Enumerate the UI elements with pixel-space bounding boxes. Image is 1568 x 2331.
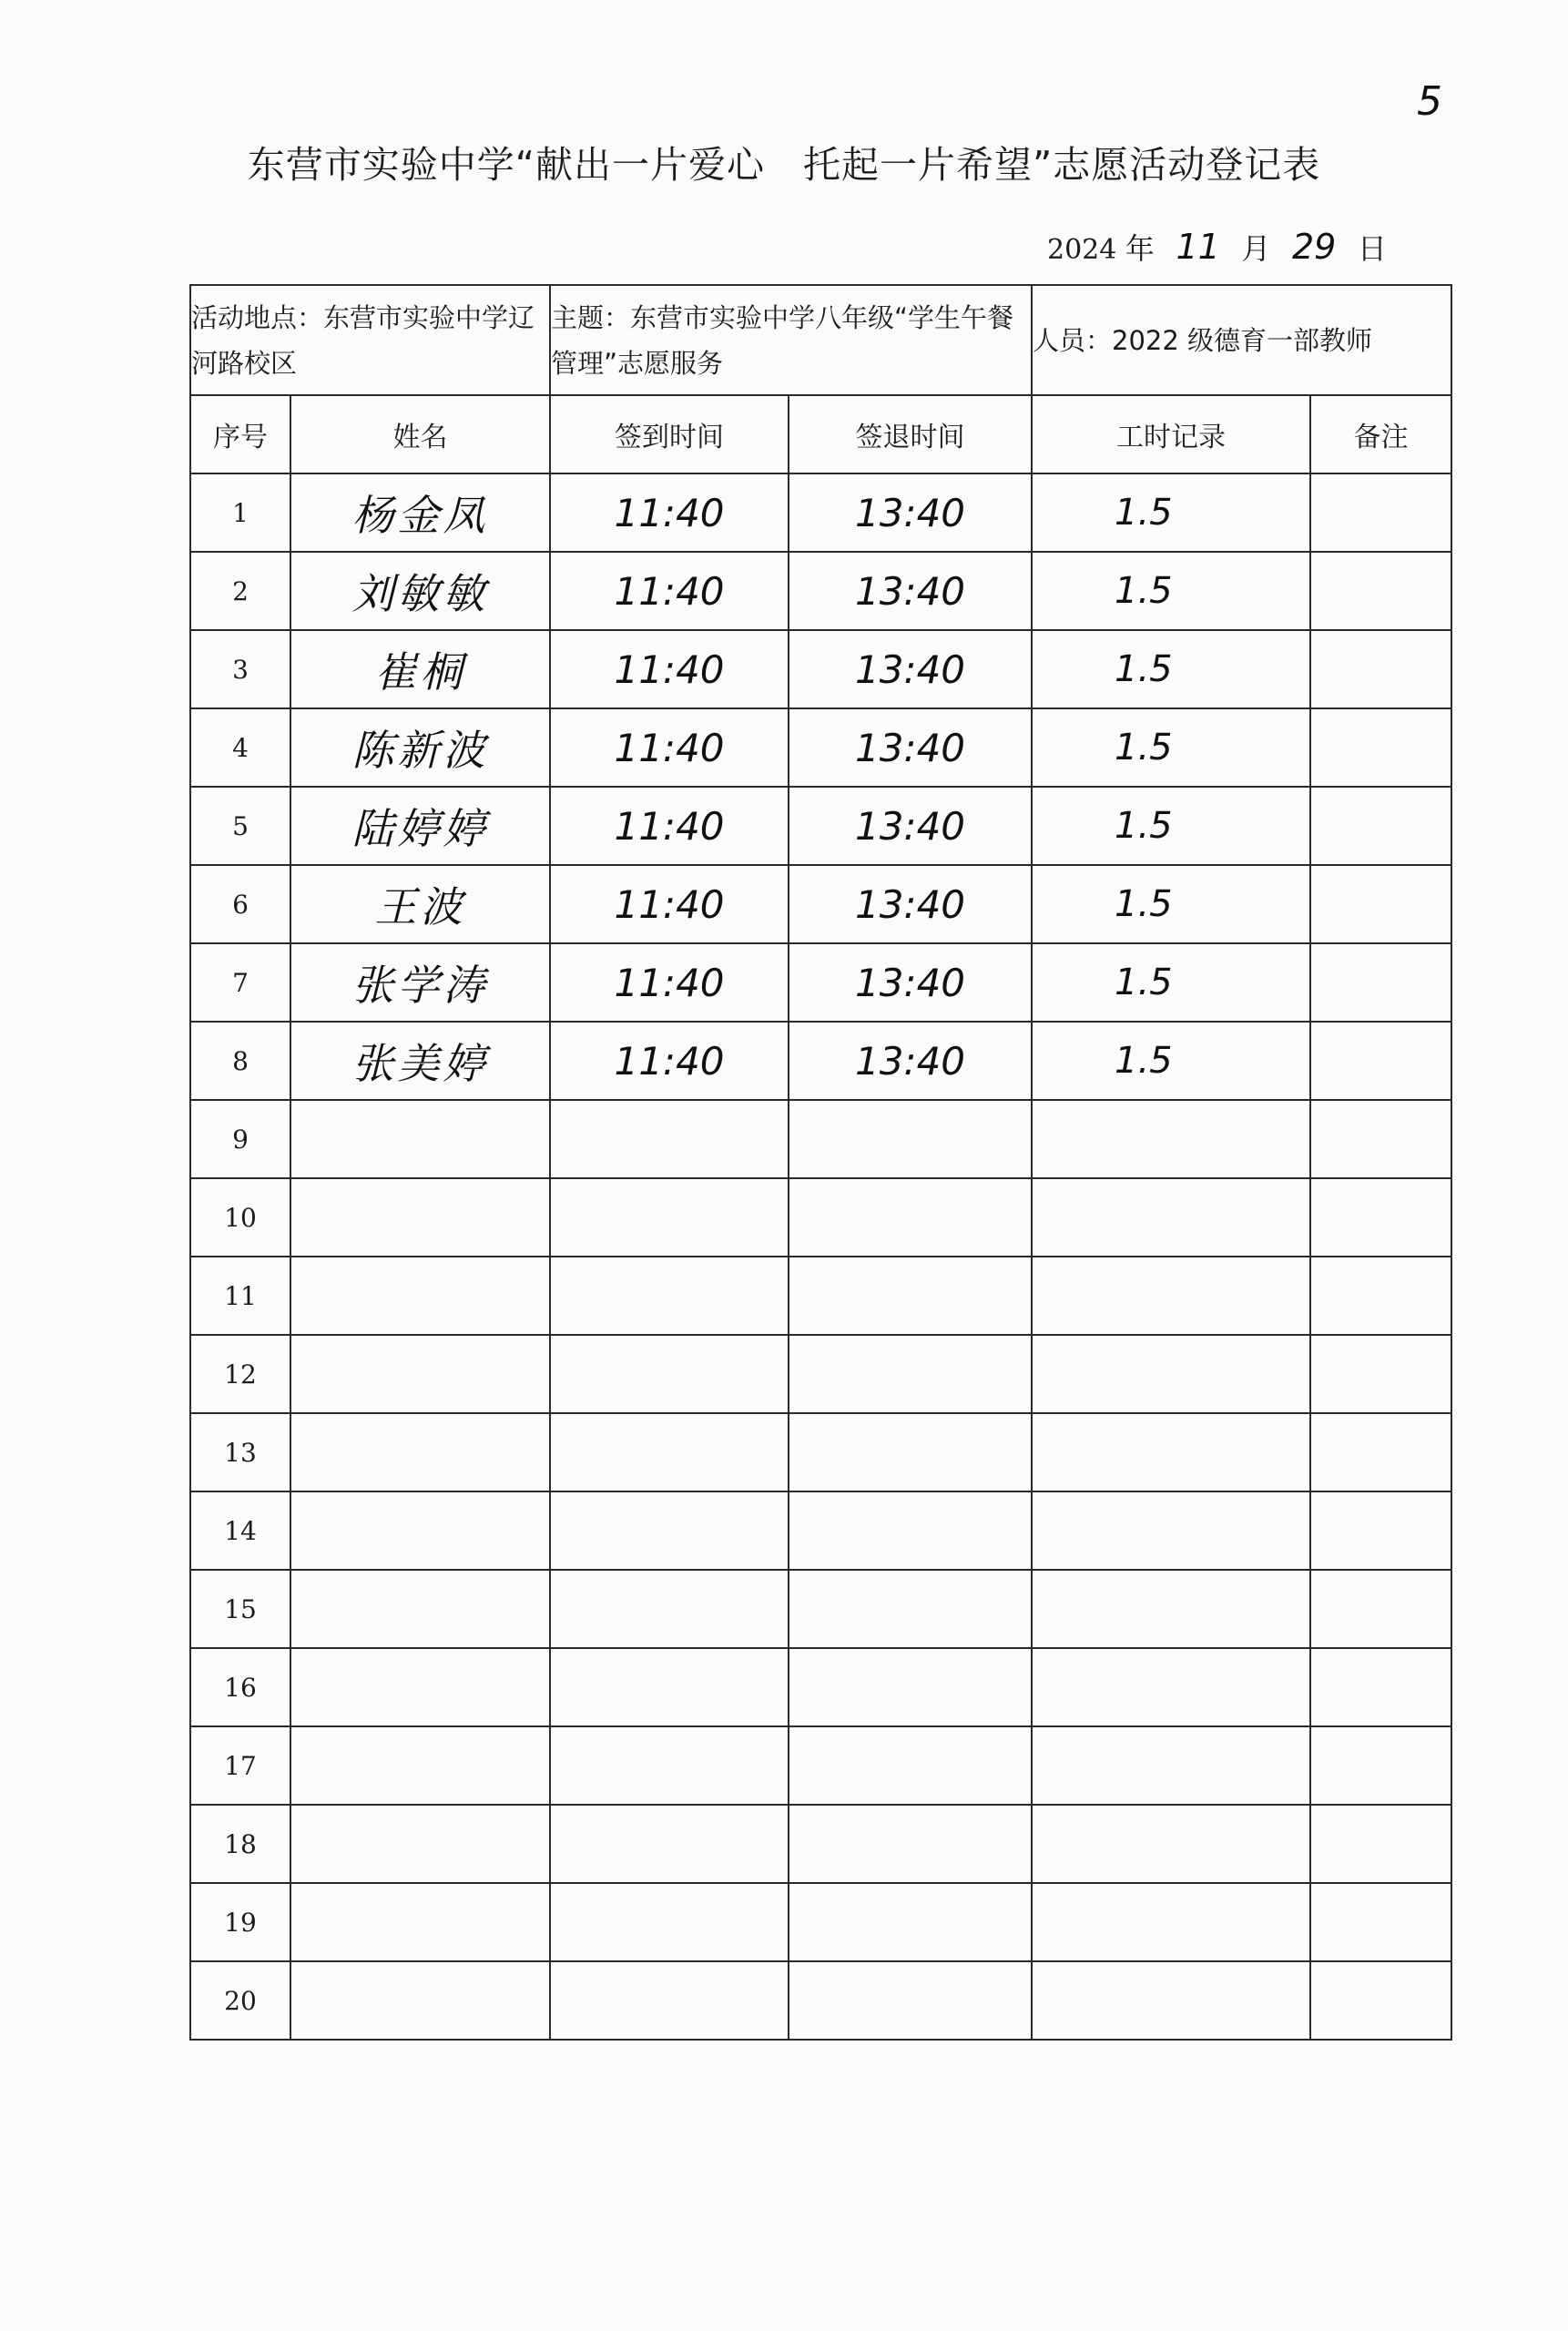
row-remarks [1310,552,1451,630]
table-row [190,1961,1451,2040]
table-row [190,943,1451,1022]
row-seq: 20 [190,1961,290,2040]
table-row [190,1335,1451,1413]
table-row [190,473,1451,552]
header-remarks: 备注 [1310,395,1451,473]
header-sign-in: 签到时间 [550,395,789,473]
row-name [290,1491,550,1570]
row-sign-out [789,1335,1032,1413]
row-sign-in: 11:40 [550,865,789,943]
row-sign-in [550,1961,789,2040]
table-row [190,787,1451,865]
row-remarks [1310,865,1451,943]
row-seq: 14 [190,1491,290,1570]
table-row [190,1726,1451,1805]
table-row [190,1100,1451,1178]
date-month-unit: 月 [1241,231,1271,266]
row-sign-in [550,1413,789,1491]
row-hours [1032,1413,1310,1491]
row-remarks [1310,787,1451,865]
row-sign-out [789,1491,1032,1570]
row-sign-in [550,1726,789,1805]
row-name: 陈新波 [290,708,550,787]
row-hours [1032,1805,1310,1883]
activity-staff: 人员：2022 级德育一部教师 [1032,285,1451,395]
row-remarks [1310,1022,1451,1100]
row-sign-out: 13:40 [789,552,1032,630]
table-row [190,630,1451,708]
page-number: 5 [1417,78,1442,125]
page-title: 东营市实验中学“献出一片爱心 托起一片希望”志愿活动登记表 [247,143,1321,187]
row-remarks [1310,1257,1451,1335]
row-remarks [1310,943,1451,1022]
row-sign-in [550,1805,789,1883]
row-hours [1032,1648,1310,1726]
row-remarks [1310,1491,1451,1570]
table-row [190,552,1451,630]
row-remarks [1310,1100,1451,1178]
row-sign-out [789,1648,1032,1726]
date-day: 29 [1291,227,1337,267]
row-remarks [1310,1805,1451,1883]
row-sign-out [789,1726,1032,1805]
table-row [190,1883,1451,1961]
row-sign-out: 13:40 [789,708,1032,787]
table-row [190,1178,1451,1257]
row-seq: 2 [190,552,290,630]
table-row [190,1022,1451,1100]
row-seq: 16 [190,1648,290,1726]
row-remarks [1310,1726,1451,1805]
row-name [290,1883,550,1961]
row-sign-in: 11:40 [550,630,789,708]
row-sign-out: 13:40 [789,630,1032,708]
row-hours [1032,1178,1310,1257]
row-sign-out: 13:40 [789,787,1032,865]
date-month: 11 [1176,227,1220,267]
row-name [290,1178,550,1257]
row-remarks [1310,1648,1451,1726]
row-remarks [1310,1335,1451,1413]
row-name [290,1726,550,1805]
row-sign-in [550,1883,789,1961]
row-sign-out: 13:40 [789,1022,1032,1100]
row-hours: 1.5 [1032,787,1310,865]
row-sign-in: 11:40 [550,708,789,787]
row-hours [1032,1335,1310,1413]
row-hours: 1.5 [1032,943,1310,1022]
row-hours [1032,1570,1310,1648]
row-sign-in: 11:40 [550,787,789,865]
table-row [190,1491,1451,1570]
row-name: 杨金凤 [290,473,550,552]
row-sign-out [789,1178,1032,1257]
row-remarks [1310,1883,1451,1961]
row-remarks [1310,708,1451,787]
row-name [290,1413,550,1491]
date-year: 2024 [1047,234,1117,266]
row-name [290,1335,550,1413]
row-hours [1032,1961,1310,2040]
date-line [1047,226,1387,268]
table-row [190,1413,1451,1491]
date-year-unit: 年 [1125,231,1155,266]
row-seq: 15 [190,1570,290,1648]
row-hours: 1.5 [1032,552,1310,630]
row-seq: 9 [190,1100,290,1178]
row-sign-in [550,1570,789,1648]
row-seq: 12 [190,1335,290,1413]
row-name [290,1257,550,1335]
table-row [190,1805,1451,1883]
volunteer-register-table [189,284,1452,2041]
info-row [190,285,1451,395]
row-seq: 8 [190,1022,290,1100]
row-name [290,1100,550,1178]
row-seq: 3 [190,630,290,708]
row-seq: 19 [190,1883,290,1961]
row-name: 崔桐 [290,630,550,708]
row-hours: 1.5 [1032,630,1310,708]
row-name [290,1805,550,1883]
row-sign-out [789,1413,1032,1491]
row-sign-in [550,1257,789,1335]
row-sign-in: 11:40 [550,943,789,1022]
row-seq: 11 [190,1257,290,1335]
row-name [290,1570,550,1648]
row-sign-in: 11:40 [550,552,789,630]
row-sign-in [550,1491,789,1570]
row-sign-out [789,1257,1032,1335]
header-name: 姓名 [290,395,550,473]
header-seq: 序号 [190,395,290,473]
row-seq: 18 [190,1805,290,1883]
row-name [290,1961,550,2040]
row-sign-in: 11:40 [550,473,789,552]
row-sign-out [789,1883,1032,1961]
table-row [190,865,1451,943]
table-row [190,708,1451,787]
header-row [190,395,1451,473]
row-sign-in [550,1648,789,1726]
row-sign-out [789,1805,1032,1883]
row-hours [1032,1257,1310,1335]
table-row [190,1648,1451,1726]
row-name: 张美婷 [290,1022,550,1100]
row-hours [1032,1491,1310,1570]
row-remarks [1310,630,1451,708]
row-hours [1032,1100,1310,1178]
row-seq: 10 [190,1178,290,1257]
row-remarks [1310,1570,1451,1648]
row-seq: 17 [190,1726,290,1805]
row-sign-out: 13:40 [789,943,1032,1022]
row-hours [1032,1726,1310,1805]
row-hours [1032,1883,1310,1961]
row-sign-out [789,1961,1032,2040]
row-remarks [1310,1178,1451,1257]
row-name: 张学涛 [290,943,550,1022]
row-hours: 1.5 [1032,473,1310,552]
row-sign-in [550,1335,789,1413]
row-seq: 7 [190,943,290,1022]
row-name [290,1648,550,1726]
row-sign-in [550,1178,789,1257]
header-sign-out: 签退时间 [789,395,1032,473]
row-name: 陆婷婷 [290,787,550,865]
row-remarks [1310,1413,1451,1491]
row-hours: 1.5 [1032,1022,1310,1100]
row-name: 刘敏敏 [290,552,550,630]
row-seq: 4 [190,708,290,787]
row-seq: 1 [190,473,290,552]
row-sign-out: 13:40 [789,865,1032,943]
row-sign-out [789,1570,1032,1648]
row-remarks [1310,1961,1451,2040]
header-hours: 工时记录 [1032,395,1310,473]
date-day-unit: 日 [1357,231,1387,266]
row-sign-out: 13:40 [789,473,1032,552]
row-sign-out [789,1100,1032,1178]
row-sign-in [550,1100,789,1178]
row-hours: 1.5 [1032,708,1310,787]
activity-location: 活动地点：东营市实验中学辽河路校区 [190,285,550,395]
row-name: 王波 [290,865,550,943]
activity-theme: 主题：东营市实验中学八年级“学生午餐管理”志愿服务 [550,285,1032,395]
row-remarks [1310,473,1451,552]
row-hours: 1.5 [1032,865,1310,943]
row-seq: 6 [190,865,290,943]
row-seq: 5 [190,787,290,865]
row-seq: 13 [190,1413,290,1491]
table-row [190,1570,1451,1648]
row-sign-in: 11:40 [550,1022,789,1100]
table-row [190,1257,1451,1335]
